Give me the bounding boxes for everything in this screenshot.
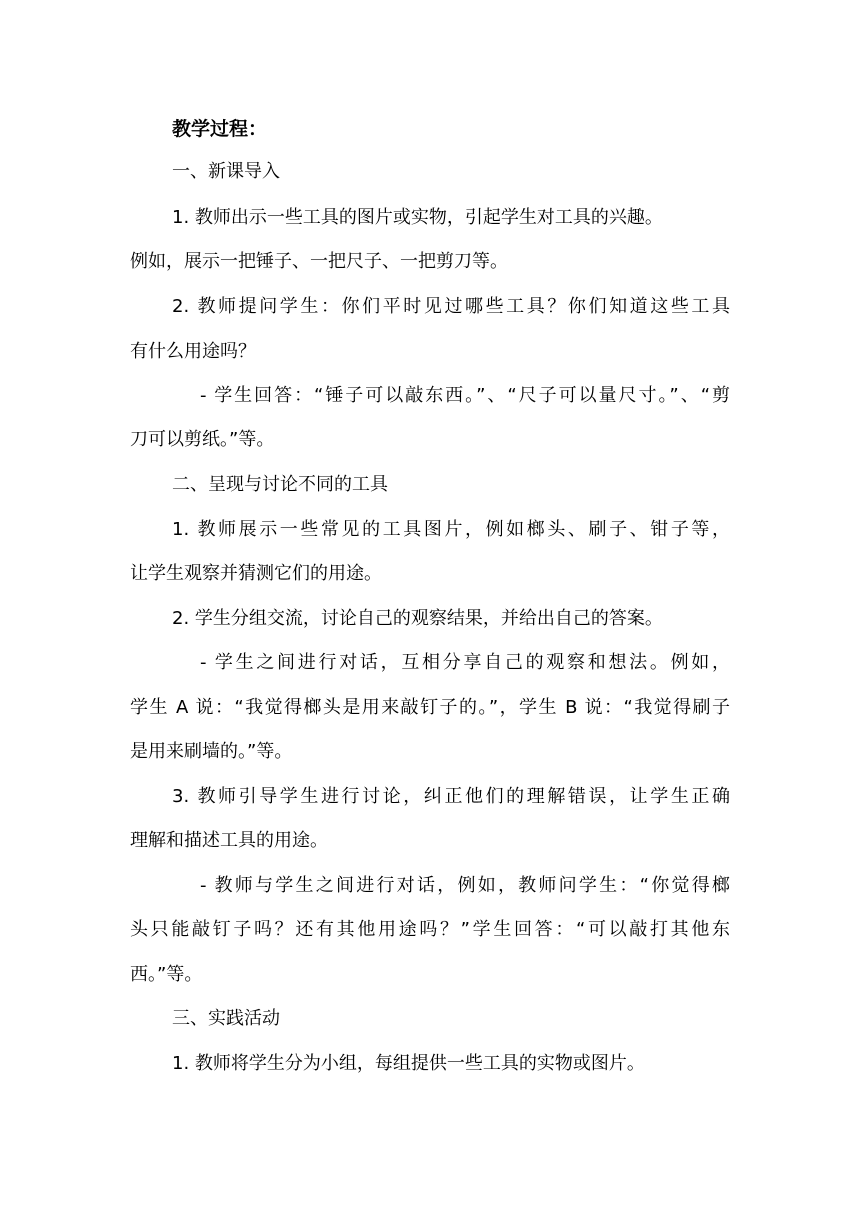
paragraph-line: - 教师与学生之间进行对话，例如，教师问学生：“你觉得榔 — [200, 875, 730, 896]
paragraph-line: 1. 教师将学生分为小组，每组提供一些工具的实物或图片。 — [172, 1053, 645, 1074]
section-title: 教学过程： — [172, 118, 268, 140]
section-heading-practice: 三、实践活动 — [172, 1008, 280, 1029]
paragraph-line: 例如，展示一把锤子、一把尺子、一把剪刀等。 — [130, 251, 508, 272]
paragraph-line: 头只能敲钉子吗？还有其他用途吗？”学生回答：“可以敲打其他东 — [130, 919, 730, 940]
paragraph-line: 2. 教师提问学生：你们平时见过哪些工具？你们知道这些工具 — [172, 296, 730, 317]
paragraph-line: 1. 教师出示一些工具的图片或实物，引起学生对工具的兴趣。 — [172, 207, 663, 228]
paragraph-line: 3. 教师引导学生进行讨论，纠正他们的理解错误，让学生正确 — [172, 786, 730, 807]
paragraph-line: - 学生之间进行对话，互相分享自己的观察和想法。例如， — [200, 652, 730, 673]
paragraph-line: 是用来刷墙的。”等。 — [130, 741, 293, 762]
section-heading-intro: 一、新课导入 — [172, 161, 280, 182]
paragraph-line: 让学生观察并猜测它们的用途。 — [130, 563, 382, 584]
paragraph-line: 学生 A 说：“我觉得榔头是用来敲钉子的。”，学生 B 说：“我觉得刷子 — [130, 697, 730, 718]
paragraph-line: 刀可以剪纸。”等。 — [130, 429, 275, 450]
paragraph-line: 2. 学生分组交流，讨论自己的观察结果，并给出自己的答案。 — [172, 608, 663, 629]
paragraph-line: 1. 教师展示一些常见的工具图片，例如榔头、刷子、钳子等， — [172, 519, 730, 540]
paragraph-line: 有什么用途吗？ — [130, 341, 256, 362]
paragraph-line: 理解和描述工具的用途。 — [130, 830, 328, 851]
section-heading-tools: 二、呈现与讨论不同的工具 — [172, 474, 388, 495]
paragraph-line: 西。”等。 — [130, 964, 203, 985]
paragraph-line: - 学生回答：“锤子可以敲东西。”、“尺子可以量尺寸。”、“剪 — [200, 385, 730, 406]
